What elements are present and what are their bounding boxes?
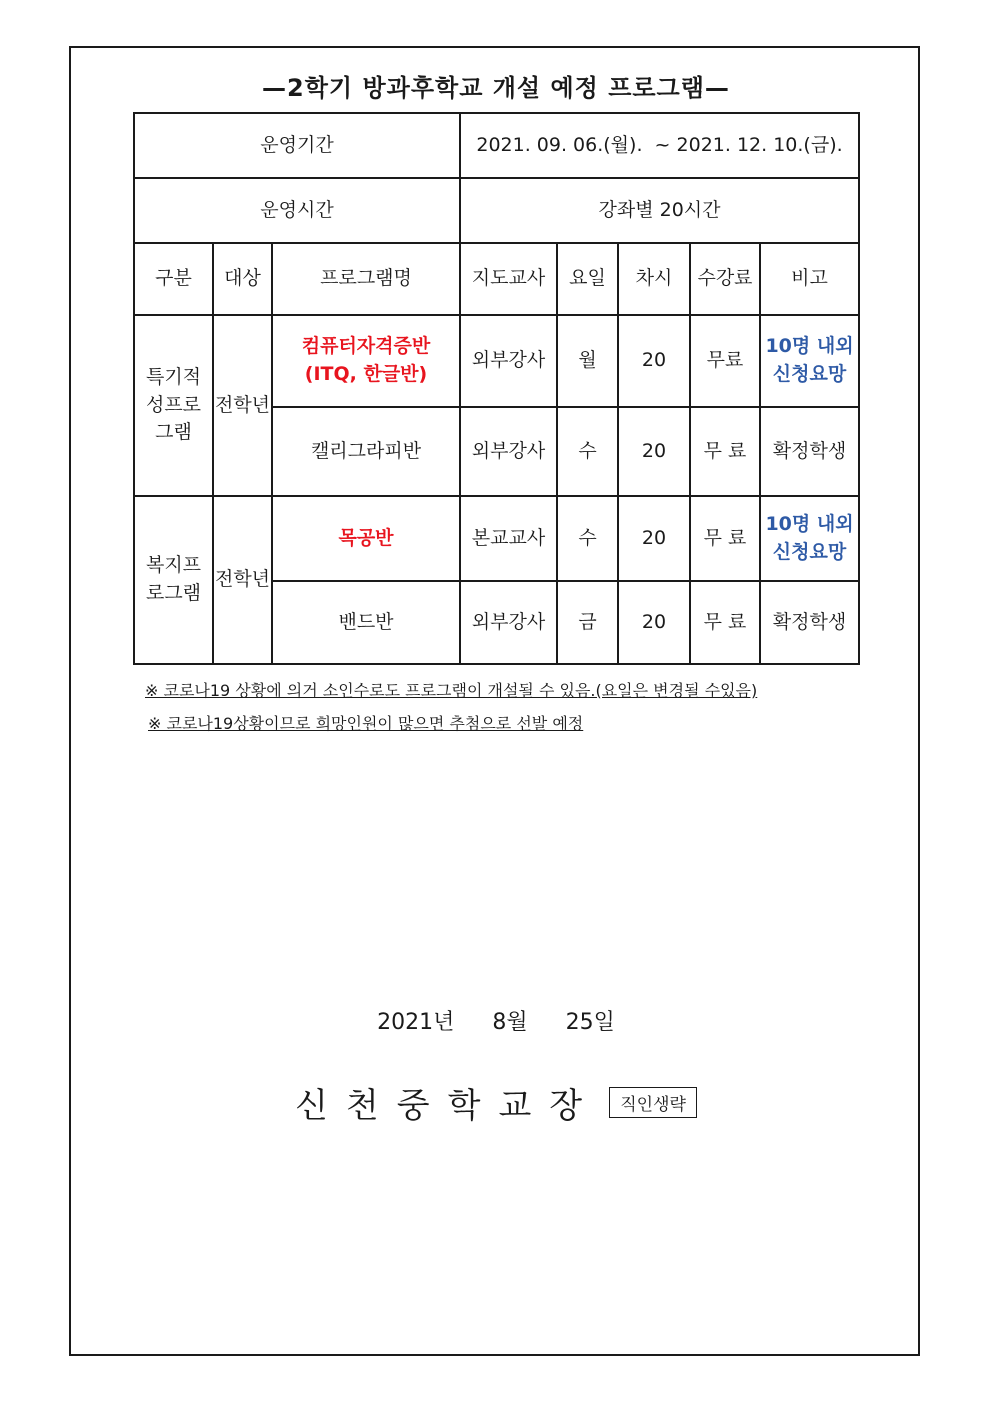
target-cell: 전학년 [213, 315, 272, 496]
category-line: 복지프 [145, 554, 202, 577]
note-line: 신청요망 [772, 363, 847, 385]
header-sessions: 차시 [618, 243, 690, 315]
period-row [134, 113, 859, 178]
category-cell [134, 496, 213, 664]
period-label: 운영기간 [134, 113, 460, 178]
sessions-cell: 20 [618, 315, 690, 407]
note-cell: 확정학생 [760, 407, 859, 496]
note-cell: 확정학생 [760, 581, 859, 664]
teacher-cell: 외부강사 [460, 581, 557, 664]
note-line: 신청요망 [772, 540, 847, 563]
signature-block [0, 1078, 992, 1127]
fee-cell: 무 료 [690, 496, 760, 581]
header-row [134, 243, 859, 315]
program-table [133, 112, 860, 665]
issue-date: 2021년 8월 25일 [377, 1010, 615, 1035]
seal-omitted-box: 직인생략 [609, 1087, 697, 1118]
note-cell [760, 315, 859, 407]
program-name-line: (ITQ, 한글반) [304, 363, 428, 385]
header-teacher: 지도교사 [460, 243, 557, 315]
table-row [134, 315, 859, 407]
category-line: 성프로 [145, 393, 202, 416]
day-cell: 수 [557, 407, 618, 496]
header-target: 대상 [213, 243, 272, 315]
program-name-line: 컴퓨터자격증반 [301, 335, 431, 358]
category-line: 특기적 [145, 366, 202, 389]
day-cell: 수 [557, 496, 618, 581]
principal-name: 신천중학교장 [295, 1086, 601, 1126]
teacher-cell: 외부강사 [460, 407, 557, 496]
table-row [134, 496, 859, 581]
program-name-cell: 캘리그라피반 [272, 407, 460, 496]
category-cell [134, 315, 213, 496]
fee-cell: 무 료 [690, 407, 760, 496]
hours-row [134, 178, 859, 243]
header-day: 요일 [557, 243, 618, 315]
note-line: 10명 내외 [765, 512, 854, 535]
period-value: 2021. 09. 06.(월). ~ 2021. 12. 10.(금). [460, 113, 859, 178]
program-name-cell: 밴드반 [272, 581, 460, 664]
program-name-cell: 목공반 [272, 496, 460, 581]
note-cell [760, 496, 859, 581]
day-cell: 금 [557, 581, 618, 664]
fee-cell: 무 료 [690, 581, 760, 664]
category-line: 그램 [155, 421, 192, 444]
header-program-name: 프로그램명 [272, 243, 460, 315]
fee-cell: 무료 [690, 315, 760, 407]
sessions-cell: 20 [618, 407, 690, 496]
hours-label: 운영시간 [134, 178, 460, 243]
footnote: ※ 코로나19 상황에 의거 소인수로도 프로그램이 개설될 수 있음.(요일은 변경될 수있음) [145, 681, 758, 700]
hours-value: 강좌별 20시간 [460, 178, 859, 243]
category-line: 로그램 [145, 582, 202, 604]
page-title: —2학기 방과후학교 개설 예정 프로그램— [262, 74, 730, 102]
footnote: ※ 코로나19상황이므로 희망인원이 많으면 추첨으로 선발 예정 [148, 714, 584, 733]
day-cell: 월 [557, 315, 618, 407]
program-name-cell [272, 315, 460, 407]
sessions-cell: 20 [618, 581, 690, 664]
header-note: 비고 [760, 243, 859, 315]
target-cell: 전학년 [213, 496, 272, 664]
header-fee: 수강료 [690, 243, 760, 315]
teacher-cell: 외부강사 [460, 315, 557, 407]
note-line: 10명 내외 [765, 335, 854, 358]
header-category: 구분 [134, 243, 213, 315]
teacher-cell: 본교교사 [460, 496, 557, 581]
sessions-cell: 20 [618, 496, 690, 581]
